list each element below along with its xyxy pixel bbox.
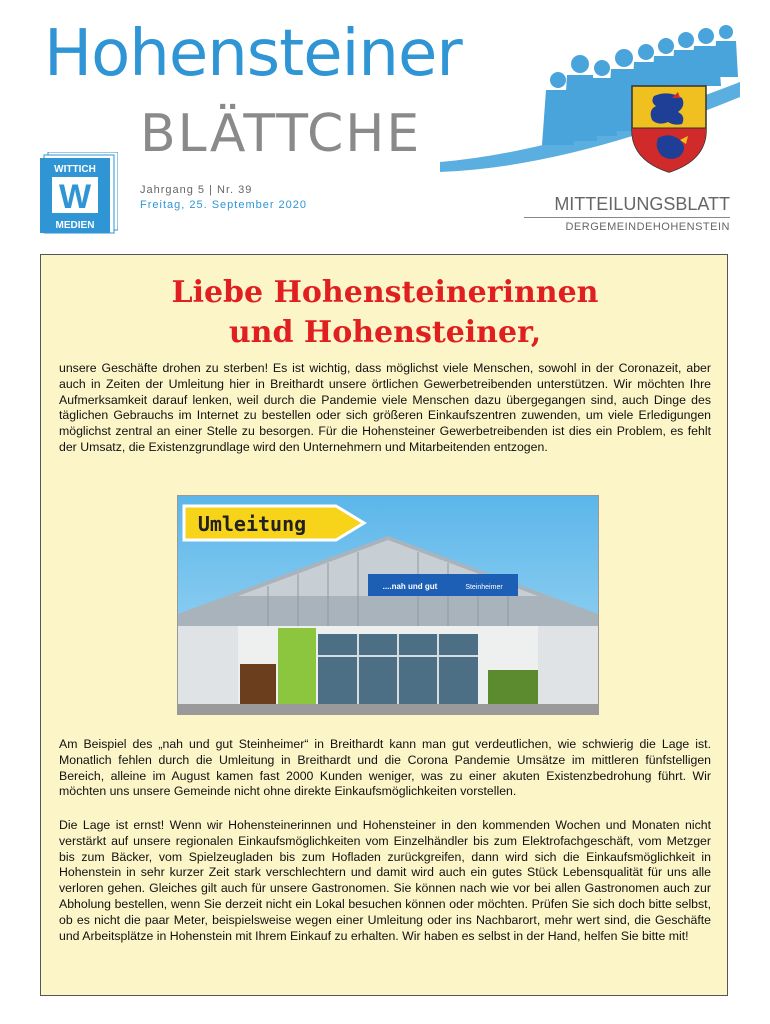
publisher-top-text: WITTICH [54, 164, 96, 175]
article-headline [41, 273, 729, 353]
wittich-medien-logo [38, 152, 118, 234]
store-photo [177, 495, 599, 715]
store-photo-illustration [178, 496, 598, 714]
store-sign-text: ....nah und gut [382, 582, 438, 591]
issue-number: Jahrgang 5 | Nr. 39 [140, 184, 253, 196]
masthead [0, 0, 770, 250]
newspaper-title: Hohensteiner [44, 17, 462, 91]
newspaper-subtitle: BLÄTTCHE [140, 104, 422, 164]
headline-line-2: und Hohensteiner, [228, 315, 542, 350]
mitteilungsblatt-label: MITTEILUNGSBLATT [554, 194, 730, 214]
store-name-text: Steinheimer [465, 584, 503, 591]
issue-date: Freitag, 25. September 2020 [140, 199, 308, 211]
article-box [40, 254, 728, 996]
masthead-divider [524, 217, 730, 218]
publisher-bottom-text: MEDIEN [55, 220, 95, 231]
headline-line-1: Liebe Hohensteinerinnen [171, 275, 599, 310]
coat-of-arms-icon [628, 82, 710, 174]
article-paragraph-3: Die Lage ist ernst! Wenn wir Hohensteinerinnen und Hohensteiner in den kommenden Wochen und Monaten nicht verstärkt auf unsere regionalen Einkaufsmöglichkeiten vom Einzelhändler bis zum Elektrofachgeschäft, vom Metzger bis zum Bäcker, vom Spielzeugladen bis zum Hofladen zurückgreifen, dann wird sich die Einkaufsmöglichkeit in Hohenstein in sehr kurzer Zeit stark verschlechtern und damit wird auch ein gutes Stück Lebensqualität für uns alle verloren gehen. Gleiches gilt auch für unsere Gastronomen. Sie können nach wie vor bei allen Gastronomen auch zur Abholung bestellen, wenn Sie derzeit nicht ein Lokal besuchen können oder möchten. Prüfen Sie sich doch bitte selbst, ob es nicht die paar Meter, beispielsweise wegen einer Umleitung oder ins Nachbarort, mehr wert sind, die Geschäfte und Arbeitsplätze in Hohenstein mit Ihrem Einkauf zu erhalten. Wir haben es selbst in der Hand, helfen Sie bitte mit! [59, 818, 711, 943]
publisher-mark: W [58, 178, 92, 216]
gemeinde-label: DERGEMEINDEHOHENSTEIN [565, 221, 730, 233]
article-paragraph-2: Am Beispiel des „nah und gut Steinheimer“ in Breithardt kann man gut verdeutlichen, wie schwierig die Lage ist. Monatlich fehlen durch die Umleitung in Breithardt und die Corona Pandemie Umsätze im mittleren fünfstelligen Bereich, alleine im August kamen fast 2000 Kunden weniger, was zu einer akuten Existenzbedrohung führt. Wir möchten uns unsere Gemeinde nicht ohne direkte Einkaufsmöglichkeiten vorstellen. [59, 737, 711, 799]
detour-sign-text: Umleitung [197, 512, 307, 536]
article-paragraph-1: unsere Geschäfte drohen zu sterben! Es ist wichtig, dass möglichst viele Menschen, sowohl in der Coronazeit, aber auch in Zeiten der Umleitung hier in Breithardt unsere örtlichen Gewerbetreibenden unterstützen. Wir möchten Ihre Aufmerksamkeit darauf lenken, weil durch die Pandemie viele Menschen dazu übergegangen sind, auch Dinge des täglichen Gebrauchs im Internet zu bestellen oder sich größeren Einkaufszentren zuwenden, um viele Erledigungen möglichst zentral an einer Stelle zu besorgen. Für die Hohensteiner Gewerbetreibenden ist dies ein Problem, es fehlt der Umsatz, die Existenzgrundlage wird den Unternehmern und Mitarbeitenden entzogen. [59, 361, 711, 454]
